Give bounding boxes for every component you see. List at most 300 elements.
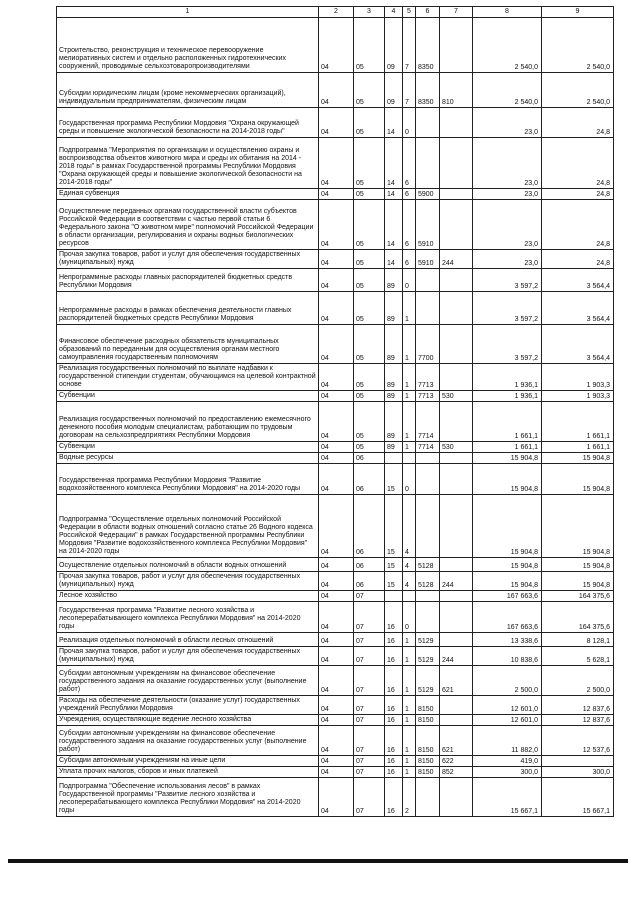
- subprogram-code: 6: [403, 200, 416, 250]
- subprogram-code: 1: [403, 715, 416, 726]
- subprogram-code: 1: [403, 633, 416, 647]
- amount-2015: 419,0: [473, 756, 542, 767]
- row-description: Прочая закупка товаров, работ и услуг для обеспечения государственных (муниципальных) нужд: [57, 572, 319, 591]
- program-code: 09: [385, 18, 403, 73]
- table-row: [57, 633, 614, 647]
- expense-type-code: 244: [440, 572, 473, 591]
- subsection-code: 05: [354, 138, 385, 189]
- target-code: 5129: [416, 633, 440, 647]
- amount-2016: 164 375,6: [542, 591, 614, 602]
- amount-2015: 3 597,2: [473, 292, 542, 325]
- expense-type-code: [440, 269, 473, 292]
- subsection-code: 05: [354, 391, 385, 402]
- table-row: [57, 364, 614, 391]
- row-description: Субсидии юридическим лицам (кроме некоммерческих организаций), индивидуальным предпринимателям, физическим лицам: [57, 73, 319, 108]
- subsection-code: 06: [354, 558, 385, 572]
- section-code: 04: [319, 495, 354, 558]
- target-code: 7714: [416, 442, 440, 453]
- section-code: 04: [319, 696, 354, 715]
- subprogram-code: 1: [403, 767, 416, 778]
- amount-2016: 3 564,4: [542, 325, 614, 364]
- subprogram-code: 6: [403, 189, 416, 200]
- table-row: [57, 715, 614, 726]
- amount-2015: 12 601,0: [473, 696, 542, 715]
- amount-2016: 15 904,8: [542, 464, 614, 495]
- subprogram-code: 6: [403, 138, 416, 189]
- subprogram-code: 4: [403, 558, 416, 572]
- section-code: 04: [319, 325, 354, 364]
- row-description: Субсидии автономным учреждениям на иные цели: [57, 756, 319, 767]
- row-description: Единая субвенция: [57, 189, 319, 200]
- amount-2015: 1 936,1: [473, 364, 542, 391]
- row-description: Водные ресурсы: [57, 453, 319, 464]
- subsection-code: 07: [354, 715, 385, 726]
- row-description: Государственная программа Республики Мордовия "Развитие водохозяйственного комплекса Республики Мордовия" на 2014-2020 годы: [57, 464, 319, 495]
- amount-2015: 167 663,6: [473, 602, 542, 633]
- table-row: [57, 442, 614, 453]
- column-number-row: [57, 7, 614, 18]
- program-code: 14: [385, 200, 403, 250]
- amount-2015: 2 540,0: [473, 18, 542, 73]
- subprogram-code: 1: [403, 402, 416, 442]
- expense-type-code: [440, 402, 473, 442]
- subprogram-code: 1: [403, 756, 416, 767]
- subsection-code: 07: [354, 778, 385, 817]
- row-description: Подпрограмма "Осуществление отдельных полномочий Российской Федерации в области водных отношений согласно статье 26 Водного кодекса Российской Федерации" в рамках Государственной программы Республики Мордовия "Развитие водохозяйственного комплекса Республики Мордовия" на 2014-2020 годы: [57, 495, 319, 558]
- row-description: Субвенции: [57, 442, 319, 453]
- program-code: 16: [385, 633, 403, 647]
- program-code: 15: [385, 464, 403, 495]
- subsection-code: 05: [354, 325, 385, 364]
- amount-2016: 24,8: [542, 138, 614, 189]
- section-code: 04: [319, 464, 354, 495]
- subprogram-code: 7: [403, 73, 416, 108]
- expense-type-code: [440, 108, 473, 138]
- subprogram-code: 4: [403, 495, 416, 558]
- amount-2015: 10 838,6: [473, 647, 542, 666]
- amount-2016: 5 628,1: [542, 647, 614, 666]
- amount-2016: 2 500,0: [542, 666, 614, 696]
- expense-type-code: [440, 364, 473, 391]
- section-code: 04: [319, 442, 354, 453]
- amount-2015: 12 601,0: [473, 715, 542, 726]
- table-row: [57, 108, 614, 138]
- expense-type-code: 530: [440, 391, 473, 402]
- amount-2016: 15 904,8: [542, 558, 614, 572]
- amount-2015: 15 904,8: [473, 572, 542, 591]
- target-code: 5128: [416, 558, 440, 572]
- target-code: [416, 269, 440, 292]
- table-row: [57, 756, 614, 767]
- amount-2015: 13 338,6: [473, 633, 542, 647]
- expense-type-code: [440, 18, 473, 73]
- table-row: [57, 453, 614, 464]
- amount-2016: [542, 756, 614, 767]
- section-code: 04: [319, 715, 354, 726]
- subsection-code: 06: [354, 495, 385, 558]
- program-code: 89: [385, 269, 403, 292]
- bottom-divider: [8, 859, 628, 863]
- target-code: [416, 453, 440, 464]
- amount-2016: 1 661,1: [542, 442, 614, 453]
- amount-2015: 15 904,8: [473, 464, 542, 495]
- table-row: [57, 269, 614, 292]
- program-code: 14: [385, 138, 403, 189]
- table-row: [57, 726, 614, 756]
- subprogram-code: 1: [403, 726, 416, 756]
- subprogram-code: 0: [403, 108, 416, 138]
- expense-type-code: [440, 495, 473, 558]
- amount-2016: 12 837,6: [542, 715, 614, 726]
- subprogram-code: 1: [403, 442, 416, 453]
- subsection-code: 07: [354, 756, 385, 767]
- row-description: Осуществление переданных органам государственной власти субъектов Российской Федерации в соответствии с частью первой статьи 6 Федерального закона "О животном мире" полномочий Российской Федерации в области организации, регулирования и охраны водных биологических ресурсов: [57, 200, 319, 250]
- amount-2016: 1 903,3: [542, 364, 614, 391]
- expense-type-code: [440, 200, 473, 250]
- amount-2016: 3 564,4: [542, 269, 614, 292]
- amount-2015: 3 597,2: [473, 269, 542, 292]
- section-code: 04: [319, 402, 354, 442]
- col-header-2: 2: [319, 7, 354, 18]
- subprogram-code: 1: [403, 325, 416, 364]
- amount-2015: 15 904,8: [473, 495, 542, 558]
- program-code: 16: [385, 767, 403, 778]
- target-code: 7713: [416, 364, 440, 391]
- target-code: 5900: [416, 189, 440, 200]
- expense-type-code: 621: [440, 726, 473, 756]
- target-code: 7700: [416, 325, 440, 364]
- amount-2016: 24,8: [542, 189, 614, 200]
- subprogram-code: 1: [403, 647, 416, 666]
- table-row: [57, 778, 614, 817]
- subsection-code: 05: [354, 73, 385, 108]
- subprogram-code: 1: [403, 666, 416, 696]
- expense-type-code: 810: [440, 73, 473, 108]
- amount-2016: 300,0: [542, 767, 614, 778]
- amount-2016: 12 837,6: [542, 696, 614, 715]
- amount-2015: 23,0: [473, 189, 542, 200]
- target-code: 5128: [416, 572, 440, 591]
- section-code: 04: [319, 391, 354, 402]
- row-description: Государственная программа "Развитие лесного хозяйства и лесоперерабатывающего комплекса Республики Мордовия" на 2014-2020 годы: [57, 602, 319, 633]
- budget-table-page: [56, 6, 613, 817]
- amount-2015: 1 661,1: [473, 402, 542, 442]
- subprogram-code: 0: [403, 269, 416, 292]
- expense-type-code: 621: [440, 666, 473, 696]
- expense-type-code: 530: [440, 442, 473, 453]
- target-code: 8350: [416, 73, 440, 108]
- expense-type-code: [440, 778, 473, 817]
- col-header-1: 1: [57, 7, 319, 18]
- subsection-code: 05: [354, 250, 385, 269]
- table-row: [57, 138, 614, 189]
- row-description: Финансовое обеспечение расходных обязательств муниципальных образований по переданным для осуществления органам местного самоуправления государственным полномочиям: [57, 325, 319, 364]
- row-description: Лесное хозяйство: [57, 591, 319, 602]
- table-row: [57, 647, 614, 666]
- subprogram-code: 4: [403, 572, 416, 591]
- subprogram-code: 0: [403, 602, 416, 633]
- col-header-7: 7: [440, 7, 473, 18]
- row-description: Реализация государственных полномочий по выплате надбавки к государственной стипендии студентам, обучающимся на целевой контрактной основе: [57, 364, 319, 391]
- subprogram-code: 0: [403, 464, 416, 495]
- amount-2016: 2 540,0: [542, 73, 614, 108]
- amount-2015: 300,0: [473, 767, 542, 778]
- table-row: [57, 696, 614, 715]
- target-code: [416, 495, 440, 558]
- expense-type-code: [440, 558, 473, 572]
- target-code: 8150: [416, 767, 440, 778]
- section-code: 04: [319, 572, 354, 591]
- budget-table: [56, 6, 614, 817]
- col-header-9: 9: [542, 7, 614, 18]
- subsection-code: 05: [354, 442, 385, 453]
- expense-type-code: [440, 591, 473, 602]
- table-row: [57, 558, 614, 572]
- subsection-code: 07: [354, 726, 385, 756]
- row-description: Уплата прочих налогов, сборов и иных платежей: [57, 767, 319, 778]
- amount-2015: 11 882,0: [473, 726, 542, 756]
- target-code: [416, 108, 440, 138]
- target-code: 5910: [416, 250, 440, 269]
- subprogram-code: 7: [403, 18, 416, 73]
- section-code: 04: [319, 591, 354, 602]
- table-row: [57, 391, 614, 402]
- section-code: 04: [319, 778, 354, 817]
- col-header-3: 3: [354, 7, 385, 18]
- section-code: 04: [319, 18, 354, 73]
- amount-2015: 167 663,6: [473, 591, 542, 602]
- expense-type-code: [440, 715, 473, 726]
- section-code: 04: [319, 189, 354, 200]
- amount-2016: 24,8: [542, 250, 614, 269]
- target-code: [416, 602, 440, 633]
- row-description: Субвенции: [57, 391, 319, 402]
- row-description: Субсидии автономным учреждениям на финансовое обеспечение государственного задания на оказание государственных услуг (выполнение работ): [57, 726, 319, 756]
- amount-2016: 1 903,3: [542, 391, 614, 402]
- program-code: 89: [385, 442, 403, 453]
- target-code: [416, 591, 440, 602]
- col-header-4: 4: [385, 7, 403, 18]
- amount-2015: 23,0: [473, 200, 542, 250]
- table-row: [57, 18, 614, 73]
- section-code: 04: [319, 269, 354, 292]
- col-header-5: 5: [403, 7, 416, 18]
- subsection-code: 07: [354, 666, 385, 696]
- amount-2015: 23,0: [473, 250, 542, 269]
- table-row: [57, 325, 614, 364]
- table-row: [57, 602, 614, 633]
- table-row: [57, 250, 614, 269]
- target-code: 7714: [416, 402, 440, 442]
- subsection-code: 05: [354, 269, 385, 292]
- target-code: 8150: [416, 756, 440, 767]
- program-code: 14: [385, 189, 403, 200]
- table-row: [57, 464, 614, 495]
- section-code: 04: [319, 108, 354, 138]
- program-code: 09: [385, 73, 403, 108]
- program-code: 14: [385, 108, 403, 138]
- target-code: 8150: [416, 715, 440, 726]
- subprogram-code: 1: [403, 391, 416, 402]
- program-code: 16: [385, 666, 403, 696]
- amount-2016: 2 540,0: [542, 18, 614, 73]
- target-code: 8350: [416, 18, 440, 73]
- expense-type-code: [440, 189, 473, 200]
- program-code: 89: [385, 402, 403, 442]
- expense-type-code: [440, 696, 473, 715]
- expense-type-code: 244: [440, 250, 473, 269]
- expense-type-code: [440, 633, 473, 647]
- program-code: 89: [385, 292, 403, 325]
- program-code: 89: [385, 325, 403, 364]
- table-row: [57, 591, 614, 602]
- subprogram-code: 6: [403, 250, 416, 269]
- target-code: 5910: [416, 200, 440, 250]
- table-row: [57, 292, 614, 325]
- amount-2016: 15 667,1: [542, 778, 614, 817]
- row-description: Подпрограмма "Мероприятия по организации и осуществлению охраны и воспроизводства объектов животного мира и среды их обитания на 2014 - 2018 годы" в рамках Государственной программы Республики Мордовия "Охрана окружающей среды и повышение экологической безопасности на 2014-2018 годы": [57, 138, 319, 189]
- table-row: [57, 767, 614, 778]
- subsection-code: 07: [354, 696, 385, 715]
- program-code: [385, 453, 403, 464]
- subsection-code: 07: [354, 591, 385, 602]
- program-code: 16: [385, 726, 403, 756]
- subsection-code: 06: [354, 572, 385, 591]
- expense-type-code: [440, 138, 473, 189]
- section-code: 04: [319, 200, 354, 250]
- target-code: 8150: [416, 726, 440, 756]
- expense-type-code: 244: [440, 647, 473, 666]
- row-description: Реализация отдельных полномочий в области лесных отношений: [57, 633, 319, 647]
- row-description: Субсидии автономным учреждениям на финансовое обеспечение государственного задания на оказание государственных услуг (выполнение работ): [57, 666, 319, 696]
- subprogram-code: 1: [403, 292, 416, 325]
- program-code: 15: [385, 572, 403, 591]
- table-row: [57, 73, 614, 108]
- expense-type-code: 852: [440, 767, 473, 778]
- section-code: 04: [319, 364, 354, 391]
- target-code: [416, 464, 440, 495]
- amount-2015: 15 904,8: [473, 453, 542, 464]
- section-code: 04: [319, 73, 354, 108]
- expense-type-code: [440, 602, 473, 633]
- amount-2016: 24,8: [542, 200, 614, 250]
- expense-type-code: [440, 464, 473, 495]
- subsection-code: 05: [354, 402, 385, 442]
- subprogram-code: [403, 453, 416, 464]
- section-code: 04: [319, 558, 354, 572]
- section-code: 04: [319, 756, 354, 767]
- section-code: 04: [319, 138, 354, 189]
- amount-2016: 3 564,4: [542, 292, 614, 325]
- target-code: 8150: [416, 696, 440, 715]
- target-code: 5129: [416, 666, 440, 696]
- subsection-code: 05: [354, 18, 385, 73]
- program-code: 14: [385, 250, 403, 269]
- target-code: 7713: [416, 391, 440, 402]
- section-code: 04: [319, 292, 354, 325]
- table-row: [57, 495, 614, 558]
- program-code: 16: [385, 696, 403, 715]
- program-code: 16: [385, 647, 403, 666]
- expense-type-code: 622: [440, 756, 473, 767]
- row-description: Государственная программа Республики Мордовия "Охрана окружающей среды и повышение экологической безопасности на 2014-2018 годы": [57, 108, 319, 138]
- section-code: 04: [319, 453, 354, 464]
- section-code: 04: [319, 767, 354, 778]
- program-code: 16: [385, 602, 403, 633]
- amount-2015: 2 500,0: [473, 666, 542, 696]
- amount-2015: 3 597,2: [473, 325, 542, 364]
- row-description: Прочая закупка товаров, работ и услуг для обеспечения государственных (муниципальных) нужд: [57, 250, 319, 269]
- subsection-code: 05: [354, 108, 385, 138]
- col-header-6: 6: [416, 7, 440, 18]
- target-code: [416, 138, 440, 189]
- section-code: 04: [319, 602, 354, 633]
- subsection-code: 05: [354, 189, 385, 200]
- row-description: Подпрограмма "Обеспечение использования лесов" в рамках Государственной программы "Развитие лесного хозяйства и лесоперерабатывающего комплекса Республики Мордовия" на 2014-2020 годы: [57, 778, 319, 817]
- row-description: Строительство, реконструкция и техническое перевооружение мелиоративных систем и отдельно расположенных гидротехнических сооружений, проводимые сельхозтоваропроизводителями: [57, 18, 319, 73]
- amount-2015: 15 904,8: [473, 558, 542, 572]
- subsection-code: 05: [354, 200, 385, 250]
- section-code: 04: [319, 633, 354, 647]
- subprogram-code: 2: [403, 778, 416, 817]
- table-row: [57, 572, 614, 591]
- subsection-code: 07: [354, 633, 385, 647]
- expense-type-code: [440, 453, 473, 464]
- amount-2016: 15 904,8: [542, 453, 614, 464]
- section-code: 04: [319, 647, 354, 666]
- amount-2015: 2 540,0: [473, 73, 542, 108]
- row-description: Реализация государственных полномочий по предоставлению ежемесячного денежного пособия молодым специалистам, работающим по трудовым договорам на сельхозпредприятиях Республики Мордовия: [57, 402, 319, 442]
- subsection-code: 05: [354, 364, 385, 391]
- program-code: 89: [385, 364, 403, 391]
- program-code: 15: [385, 495, 403, 558]
- table-body: [57, 7, 614, 817]
- table-row: [57, 189, 614, 200]
- row-description: Осуществление отдельных полномочий в области водных отношений: [57, 558, 319, 572]
- subsection-code: 07: [354, 647, 385, 666]
- amount-2015: 15 667,1: [473, 778, 542, 817]
- row-description: Непрограммные расходы в рамках обеспечения деятельности главных распорядителей бюджетных средств Республики Мордовия: [57, 292, 319, 325]
- table-row: [57, 666, 614, 696]
- row-description: Расходы на обеспечение деятельности (оказание услуг) государственных учреждений Республики Мордовия: [57, 696, 319, 715]
- subsection-code: 05: [354, 292, 385, 325]
- target-code: [416, 778, 440, 817]
- subsection-code: 07: [354, 767, 385, 778]
- row-description: Учреждения, осуществляющие ведение лесного хозяйства: [57, 715, 319, 726]
- program-code: 15: [385, 558, 403, 572]
- program-code: 16: [385, 756, 403, 767]
- subsection-code: 06: [354, 464, 385, 495]
- expense-type-code: [440, 292, 473, 325]
- section-code: 04: [319, 250, 354, 269]
- subsection-code: 06: [354, 453, 385, 464]
- program-code: 16: [385, 715, 403, 726]
- subprogram-code: 1: [403, 364, 416, 391]
- amount-2016: 1 661,1: [542, 402, 614, 442]
- section-code: 04: [319, 666, 354, 696]
- subprogram-code: 1: [403, 696, 416, 715]
- amount-2016: 24,8: [542, 108, 614, 138]
- table-row: [57, 200, 614, 250]
- amount-2015: 23,0: [473, 108, 542, 138]
- row-description: Непрограммные расходы главных распорядителей бюджетных средств Республики Мордовия: [57, 269, 319, 292]
- table-row: [57, 402, 614, 442]
- amount-2015: 1 936,1: [473, 391, 542, 402]
- amount-2015: 1 661,1: [473, 442, 542, 453]
- col-header-8: 8: [473, 7, 542, 18]
- program-code: 89: [385, 391, 403, 402]
- amount-2016: 8 128,1: [542, 633, 614, 647]
